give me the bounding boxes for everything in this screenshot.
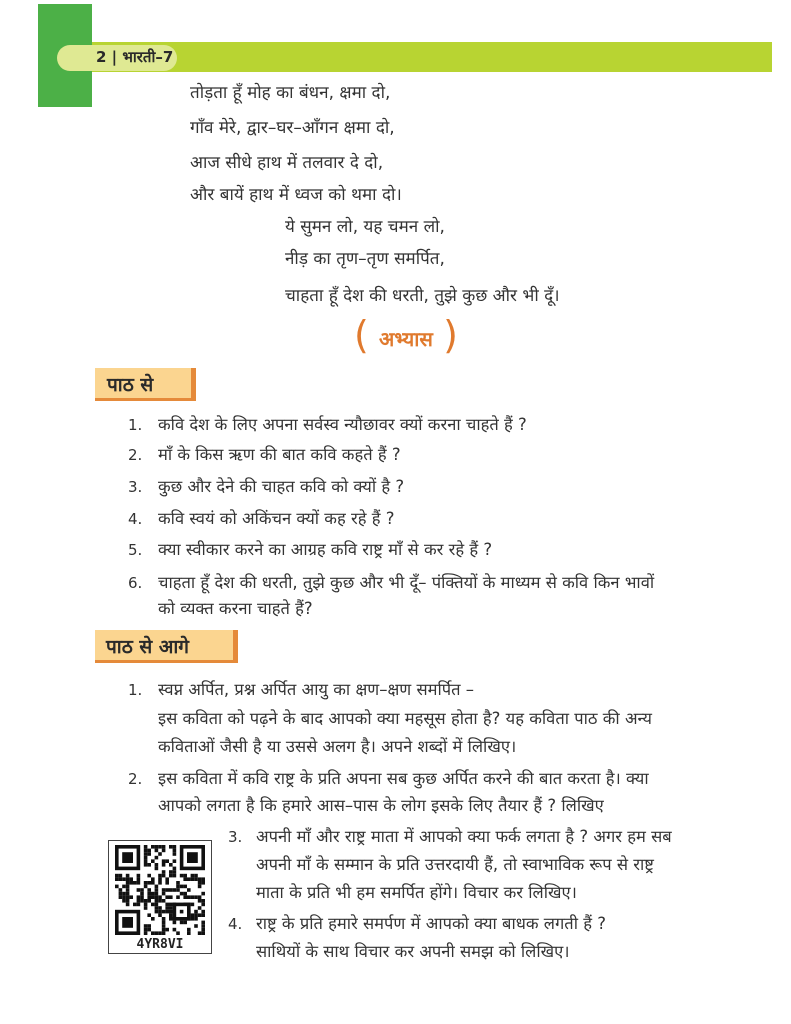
question-text: माता के प्रति भी हम समर्पित होंगे। विचार कर लिखिए। [256,883,577,902]
exercise-title [354,313,458,358]
question-text: इस कविता में कवि राष्ट्र के प्रति अपना सब कुछ अर्पित करने की बात करता है। क्या [158,769,649,788]
poem-line: आज सीधे हाथ में तलवार दे दो, [190,153,384,173]
question-text: क्या स्वीकार करने का आग्रह कवि राष्ट्र माँ से कर रहे हैं ? [158,540,493,559]
question-text: साथियों के साथ विचार कर अपनी समझ को लिखिए। [256,942,570,961]
question-text: माँ के किस ऋण की बात कवि कहते हैं ? [158,445,401,464]
question-text: आपको लगता है कि हमारे आस–पास के लोग इसके लिए तैयार हैं ? लिखिए [158,796,604,815]
question-number: 1. [128,681,143,699]
left-parenthesis: ( [354,313,369,357]
question-text: राष्ट्र के प्रति हमारे समर्पण में आपको क्या बाधक लगती हैं ? [256,914,606,933]
qr-code-text: 4YR8VI [136,937,184,952]
poem-line: नीड़ का तृण–तृण समर्पित, [285,249,445,269]
section-label: पाठ से [107,374,154,396]
poem-line: चाहता हूँ देश की धरती, तुझे कुछ और भी दूँ। [285,286,560,306]
question-text: कुछ और देने की चाहत कवि को क्यों है ? [158,477,405,496]
question-number: 2. [128,446,143,464]
question-text: कवि देश के लिए अपना सर्वस्व न्यौछावर क्यों करना चाहते हैं ? [158,415,527,434]
question-text: कविताओं जैसी है या उससे अलग है। अपने शब्दों में लिखिए। [158,737,517,756]
question-number: 5. [128,541,143,559]
page-label: 2 | भारती–7 [96,48,174,66]
header-bar [92,42,772,72]
poem-line: और बायें हाथ में ध्वज को थमा दो। [190,185,402,205]
poem-line: तोड़ता हूँ मोह का बंधन, क्षमा दो, [190,83,391,103]
question-text: इस कविता को पढ़ने के बाद आपको क्या महसूस होता है? यह कविता पाठ की अन्य [158,709,652,728]
right-parenthesis: ) [443,313,458,357]
qr-pattern-icon [115,845,205,935]
question-number: 4. [228,915,243,933]
question-number: 3. [228,828,243,846]
question-text: को व्यक्त करना चाहते हैं? [158,599,313,618]
question-text: स्वप्न अर्पित, प्रश्न अर्पित आयु का क्षण–क्षण समर्पित – [158,680,475,699]
poem-line: गाँव मेरे, द्वार–घर–आँगन क्षमा दो, [190,118,395,138]
question-text: अपनी माँ के सम्मान के प्रति उत्तरदायी हैं, तो स्वाभाविक रूप से राष्ट्र [256,855,654,874]
question-text: चाहता हूँ देश की धरती, तुझे कुछ और भी दूँ– पंक्तियों के माध्यम से कवि किन भावों [158,573,655,592]
poem-line: ये सुमन लो, यह चमन लो, [285,217,445,237]
question-text: अपनी माँ और राष्ट्र माता में आपको क्या फर्क लगता है ? अगर हम सब [256,827,672,846]
section-label: पाठ से आगे [106,636,189,658]
qr-code[interactable] [108,840,212,954]
question-number: 6. [128,574,143,592]
question-number: 2. [128,770,143,788]
question-number: 4. [128,510,143,528]
exercise-title-text: अभ्यास [379,327,433,351]
question-text: कवि स्वयं को अकिंचन क्यों कह रहे हैं ? [158,509,395,528]
question-number: 1. [128,416,143,434]
question-number: 3. [128,478,143,496]
